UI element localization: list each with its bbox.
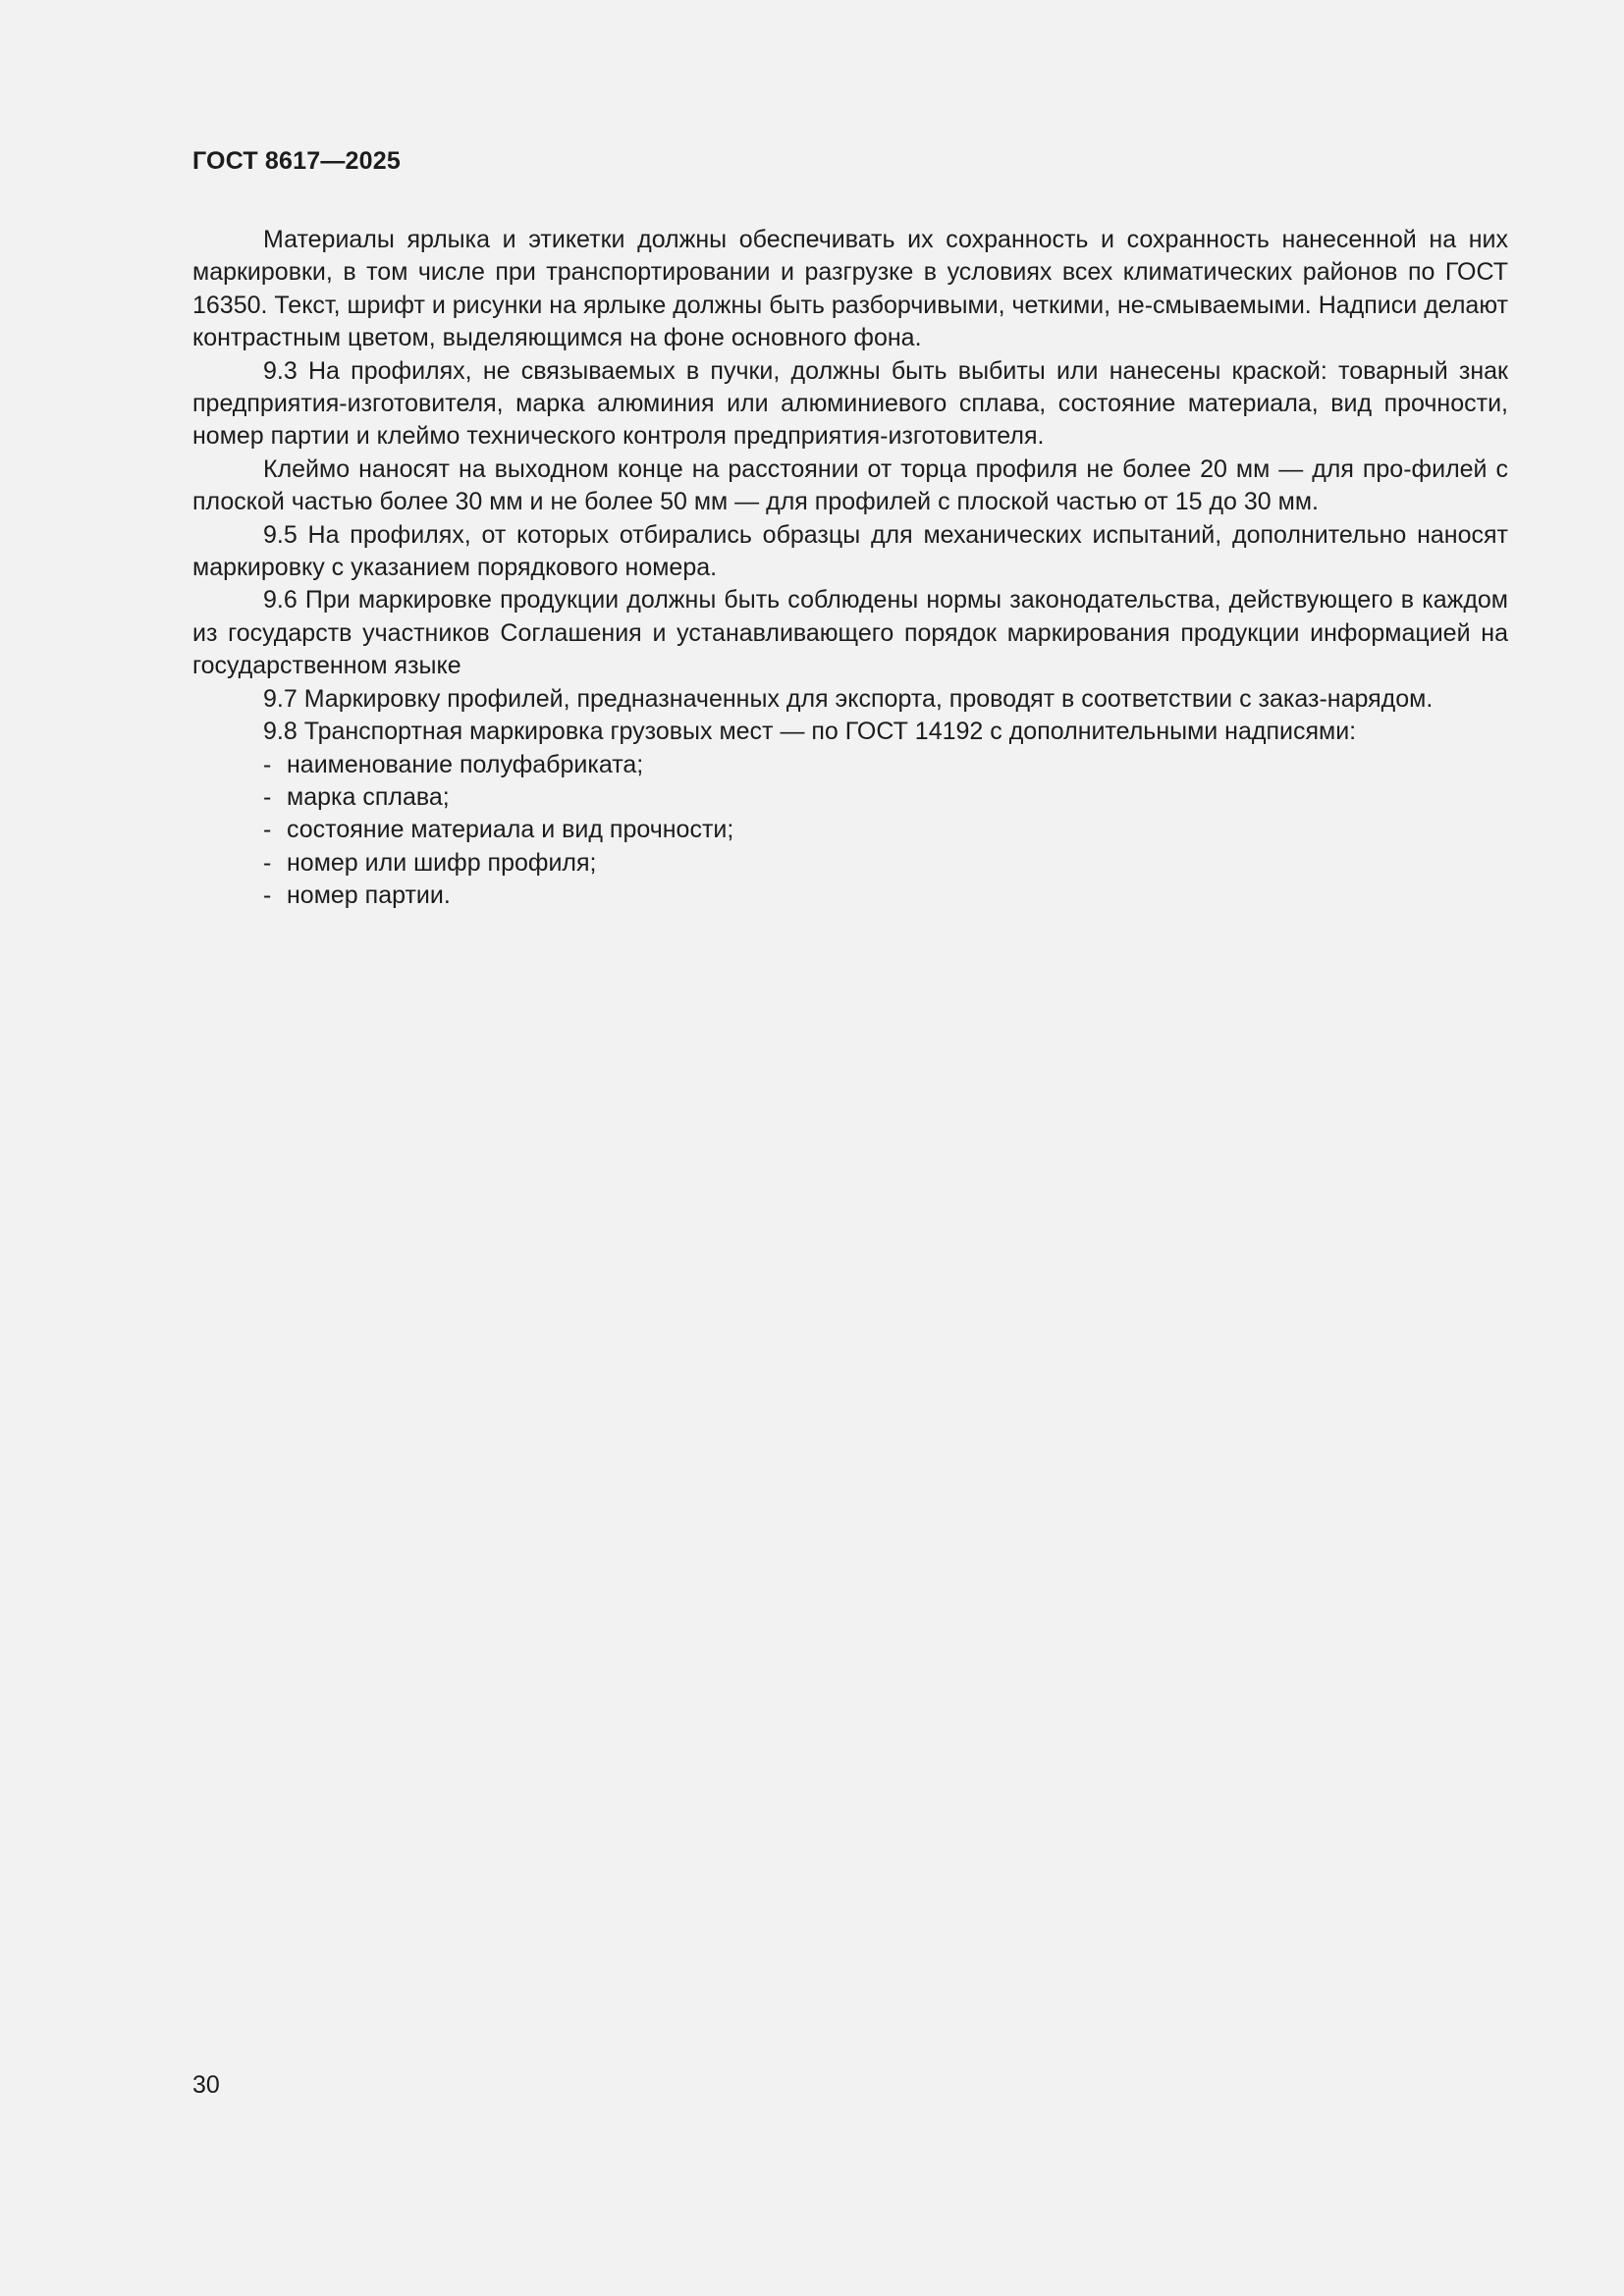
dash-bullet: - xyxy=(263,750,272,778)
dash-bullet: - xyxy=(263,782,272,811)
list-item-text: состояние материала и вид прочности; xyxy=(287,816,734,844)
paragraph-9-3: 9.3 На профилях, не связываемых в пучки, должны быть выбиты или нанесены краской: товарный знак предприятия-изготовителя, марка алюминия или алюминиевого сплава, состояние материала, вид прочности, номер партии и клеймо технического контроля предприятия-изготовителя. xyxy=(192,356,1508,451)
paragraph-9-7: 9.7 Маркировку профилей, предназначенных для экспорта, проводят в соответствии с заказ-нарядом. xyxy=(263,684,1434,713)
paragraph-stamp-placement: Клеймо наносят на выходном конце на расстоянии от торца профиля не более 20 мм — для про-филей с плоской частью более 30 мм и не более 50 мм — для профилей с плоской частью от 15 до 30 мм. xyxy=(192,454,1508,516)
list-item xyxy=(192,880,1508,912)
transport-marking-list xyxy=(192,749,1508,913)
list-item xyxy=(192,781,1508,814)
list-item xyxy=(192,749,1508,781)
paragraph-label-materials: Материалы ярлыка и этикетки должны обеспечивать их сохранность и сохранность нанесенной на них маркировки, в том числе при транспортировании и разгрузке в условиях всех климатических районов по ГОСТ 16350. Текст, шрифт и рисунки на ярлыке должны быть разборчивыми, четкими, не-смываемыми. Надписи делают контрастным цветом, выделяющимся на фоне основного фона. xyxy=(192,226,1508,352)
document-body xyxy=(192,224,1508,913)
list-item-text: наименование полуфабриката; xyxy=(287,750,644,778)
list-item-text: номер или шифр профиля; xyxy=(287,848,597,877)
paragraph-9-8: 9.8 Транспортная маркировка грузовых мест — по ГОСТ 14192 с дополнительными надписями: xyxy=(263,718,1357,746)
list-item xyxy=(192,814,1508,846)
list-item xyxy=(192,847,1508,880)
dash-bullet: - xyxy=(263,848,272,877)
list-item-text: номер партии. xyxy=(287,881,451,910)
paragraph-9-5: 9.5 На профилях, от которых отбирались образцы для механических испытаний, дополнительно наносят маркировку с указанием порядкового номера. xyxy=(192,520,1508,582)
page-number: 30 xyxy=(192,2071,220,2099)
dash-bullet: - xyxy=(263,816,272,844)
paragraph-9-6: 9.6 При маркировке продукции должны быть соблюдены нормы законодательства, действующего в каждом из государств участников Соглашения и устанавливающего порядок маркирования продукции информацией на государственном языке xyxy=(192,586,1508,680)
dash-bullet: - xyxy=(263,881,272,910)
list-item-text: марка сплава; xyxy=(287,782,450,811)
document-code-header: ГОСТ 8617—2025 xyxy=(192,147,401,175)
